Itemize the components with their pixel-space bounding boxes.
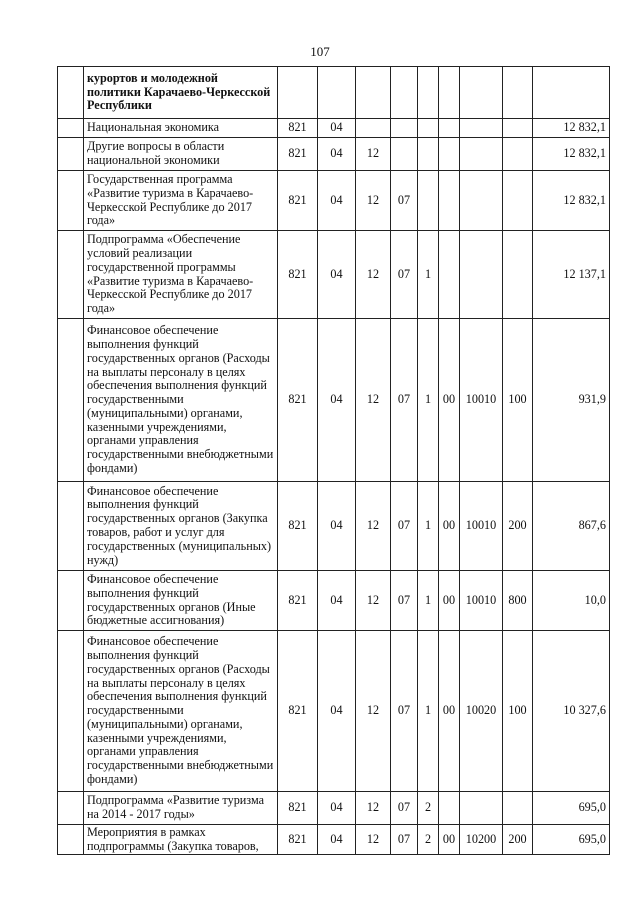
table-row — [58, 67, 610, 119]
code-cell-c4: 07 — [391, 319, 418, 482]
row-margin-cell — [58, 171, 84, 231]
code-cell-c3: 12 — [356, 792, 391, 825]
code-cell-c3 — [356, 67, 391, 119]
code-cell-c7 — [460, 231, 503, 319]
row-margin-cell — [58, 571, 84, 631]
code-cell-c3: 12 — [356, 231, 391, 319]
code-cell-c2: 04 — [318, 792, 356, 825]
code-cell-c1: 821 — [278, 571, 318, 631]
row-name: Мероприятия в рамках подпрограммы (Закупка товаров, — [84, 825, 278, 855]
code-cell-c7 — [460, 792, 503, 825]
code-cell-c5: 1 — [418, 319, 439, 482]
code-cell-c5: 1 — [418, 571, 439, 631]
amount-cell: 695,0 — [533, 792, 610, 825]
row-name: Финансовое обеспечение выполнения функций государственных органов (Расходы на выплаты персоналу в целях обеспечения выполнения функций государственными (муниципальными) органами, казенными учреждениями, органами управления государственными внебюджетными фондами) — [84, 631, 278, 792]
table-row — [58, 171, 610, 231]
row-name: Другие вопросы в области национальной экономики — [84, 138, 278, 171]
amount-cell: 931,9 — [533, 319, 610, 482]
code-cell-c4: 07 — [391, 231, 418, 319]
code-cell-c8: 200 — [503, 825, 533, 855]
budget-table — [57, 66, 610, 855]
code-cell-c4: 07 — [391, 171, 418, 231]
code-cell-c5: 1 — [418, 631, 439, 792]
code-cell-c7: 10020 — [460, 631, 503, 792]
row-name: Государственная программа «Развитие туризма в Карачаево-Черкесской Республике до 2017 года» — [84, 171, 278, 231]
row-margin-cell — [58, 482, 84, 571]
code-cell-c7 — [460, 67, 503, 119]
amount-cell: 12 832,1 — [533, 171, 610, 231]
code-cell-c6 — [439, 119, 460, 138]
page-number: 107 — [310, 44, 330, 59]
code-cell-c8: 100 — [503, 631, 533, 792]
code-cell-c6 — [439, 138, 460, 171]
code-cell-c2: 04 — [318, 119, 356, 138]
amount-cell: 12 832,1 — [533, 138, 610, 171]
code-cell-c8: 800 — [503, 571, 533, 631]
code-cell-c6 — [439, 792, 460, 825]
amount-cell: 12 832,1 — [533, 119, 610, 138]
code-cell-c1: 821 — [278, 631, 318, 792]
code-cell-c1: 821 — [278, 138, 318, 171]
code-cell-c3: 12 — [356, 171, 391, 231]
code-cell-c3 — [356, 119, 391, 138]
code-cell-c5 — [418, 67, 439, 119]
amount-cell: 12 137,1 — [533, 231, 610, 319]
code-cell-c2: 04 — [318, 825, 356, 855]
amount-cell: 695,0 — [533, 825, 610, 855]
code-cell-c5 — [418, 119, 439, 138]
code-cell-c7: 10010 — [460, 482, 503, 571]
row-margin-cell — [58, 138, 84, 171]
code-cell-c4: 07 — [391, 631, 418, 792]
row-margin-cell — [58, 119, 84, 138]
row-margin-cell — [58, 792, 84, 825]
code-cell-c5 — [418, 171, 439, 231]
table-row — [58, 319, 610, 482]
code-cell-c8: 200 — [503, 482, 533, 571]
table-row — [58, 792, 610, 825]
table-body — [58, 67, 610, 855]
code-cell-c4: 07 — [391, 482, 418, 571]
code-cell-c1: 821 — [278, 171, 318, 231]
code-cell-c1: 821 — [278, 319, 318, 482]
code-cell-c4: 07 — [391, 792, 418, 825]
code-cell-c4: 07 — [391, 825, 418, 855]
code-cell-c6: 00 — [439, 571, 460, 631]
row-name: курортов и молодежной политики Карачаево-Черкесской Республики — [84, 67, 278, 119]
code-cell-c6 — [439, 67, 460, 119]
code-cell-c6: 00 — [439, 482, 460, 571]
code-cell-c3: 12 — [356, 138, 391, 171]
row-margin-cell — [58, 67, 84, 119]
code-cell-c2: 04 — [318, 571, 356, 631]
table-row — [58, 631, 610, 792]
row-margin-cell — [58, 231, 84, 319]
code-cell-c7 — [460, 171, 503, 231]
code-cell-c3: 12 — [356, 571, 391, 631]
code-cell-c6 — [439, 231, 460, 319]
code-cell-c8 — [503, 231, 533, 319]
code-cell-c6: 00 — [439, 319, 460, 482]
code-cell-c4 — [391, 67, 418, 119]
code-cell-c4: 07 — [391, 571, 418, 631]
row-margin-cell — [58, 825, 84, 855]
row-name: Подпрограмма «Обеспечение условий реализации государственной программы «Развитие туризма в Карачаево-Черкесской Республике до 2017 года» — [84, 231, 278, 319]
row-name: Финансовое обеспечение выполнения функций государственных органов (Иные бюджетные ассигнования) — [84, 571, 278, 631]
code-cell-c1: 821 — [278, 825, 318, 855]
code-cell-c7: 10200 — [460, 825, 503, 855]
code-cell-c3: 12 — [356, 319, 391, 482]
code-cell-c1: 821 — [278, 792, 318, 825]
code-cell-c7: 10010 — [460, 319, 503, 482]
row-name: Национальная экономика — [84, 119, 278, 138]
table-row — [58, 571, 610, 631]
code-cell-c8 — [503, 171, 533, 231]
row-margin-cell — [58, 319, 84, 482]
table-row — [58, 138, 610, 171]
code-cell-c5: 2 — [418, 825, 439, 855]
amount-cell: 10,0 — [533, 571, 610, 631]
code-cell-c2: 04 — [318, 319, 356, 482]
code-cell-c1: 821 — [278, 119, 318, 138]
code-cell-c6: 00 — [439, 631, 460, 792]
code-cell-c8 — [503, 119, 533, 138]
table-row — [58, 119, 610, 138]
code-cell-c7 — [460, 138, 503, 171]
row-name: Финансовое обеспечение выполнения функций государственных органов (Закупка товаров, работ и услуг для государственных (муниципальных) нужд) — [84, 482, 278, 571]
code-cell-c6: 00 — [439, 825, 460, 855]
row-name: Подпрограмма «Развитие туризма на 2014 - 2017 годы» — [84, 792, 278, 825]
table-row — [58, 482, 610, 571]
code-cell-c8: 100 — [503, 319, 533, 482]
amount-cell — [533, 67, 610, 119]
code-cell-c8 — [503, 67, 533, 119]
code-cell-c2: 04 — [318, 482, 356, 571]
code-cell-c5: 1 — [418, 482, 439, 571]
amount-cell: 867,6 — [533, 482, 610, 571]
row-name: Финансовое обеспечение выполнения функций государственных органов (Расходы на выплаты персоналу в целях обеспечения выполнения функций государственными (муниципальными) органами, казенными учреждениями, органами управления государственными внебюджетными фондами) — [84, 319, 278, 482]
code-cell-c1: 821 — [278, 482, 318, 571]
code-cell-c4 — [391, 138, 418, 171]
row-margin-cell — [58, 631, 84, 792]
code-cell-c3: 12 — [356, 482, 391, 571]
code-cell-c2: 04 — [318, 138, 356, 171]
code-cell-c2 — [318, 67, 356, 119]
code-cell-c8 — [503, 138, 533, 171]
code-cell-c2: 04 — [318, 631, 356, 792]
code-cell-c4 — [391, 119, 418, 138]
code-cell-c1 — [278, 67, 318, 119]
code-cell-c2: 04 — [318, 171, 356, 231]
amount-cell: 10 327,6 — [533, 631, 610, 792]
code-cell-c5 — [418, 138, 439, 171]
code-cell-c2: 04 — [318, 231, 356, 319]
code-cell-c1: 821 — [278, 231, 318, 319]
code-cell-c6 — [439, 171, 460, 231]
code-cell-c3: 12 — [356, 825, 391, 855]
code-cell-c7 — [460, 119, 503, 138]
table-row — [58, 231, 610, 319]
code-cell-c3: 12 — [356, 631, 391, 792]
code-cell-c7: 10010 — [460, 571, 503, 631]
code-cell-c5: 1 — [418, 231, 439, 319]
code-cell-c8 — [503, 792, 533, 825]
table-row — [58, 825, 610, 855]
code-cell-c5: 2 — [418, 792, 439, 825]
